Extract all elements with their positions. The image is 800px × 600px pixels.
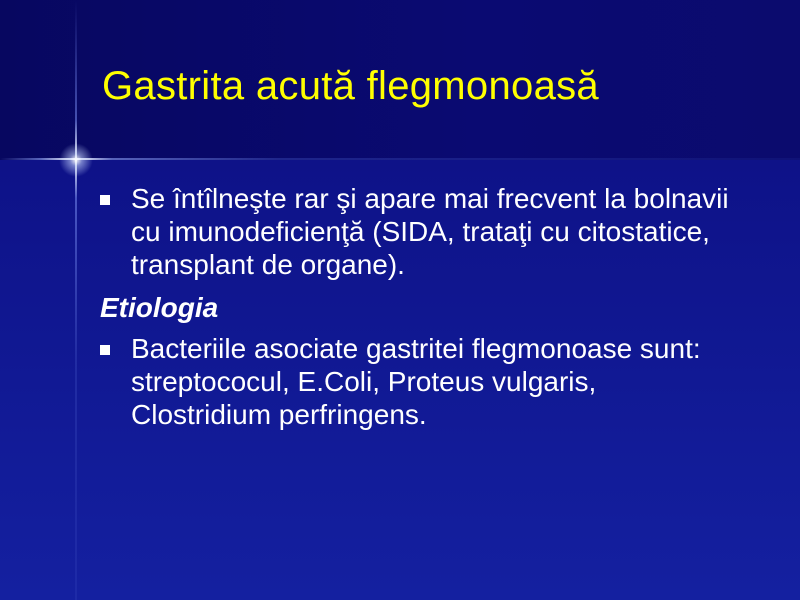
star-flare-vertical-line: [75, 0, 77, 600]
star-flare-icon: [59, 143, 93, 177]
bullet-item: [100, 332, 740, 431]
square-bullet-icon: [100, 195, 110, 205]
star-flare-horizontal-line: [0, 158, 800, 160]
bullet-text: Bacteriile asociate gastritei flegmonoase sunt: streptococul, E.Coli, Proteus vulgaris, Clostridium perfringens.: [131, 333, 701, 430]
bullet-text: Se întîlneşte rar şi apare mai frecvent la bolnavii cu imunodeficienţă (SIDA, trataţi cu citostatice, transplant de organe).: [131, 183, 729, 280]
slide-content: [100, 182, 740, 441]
bullet-item: [100, 182, 740, 281]
square-bullet-icon: [100, 345, 110, 355]
slide-title: Gastrita acută flegmonoasă: [102, 64, 599, 108]
section-heading: Etiologia: [100, 292, 219, 323]
